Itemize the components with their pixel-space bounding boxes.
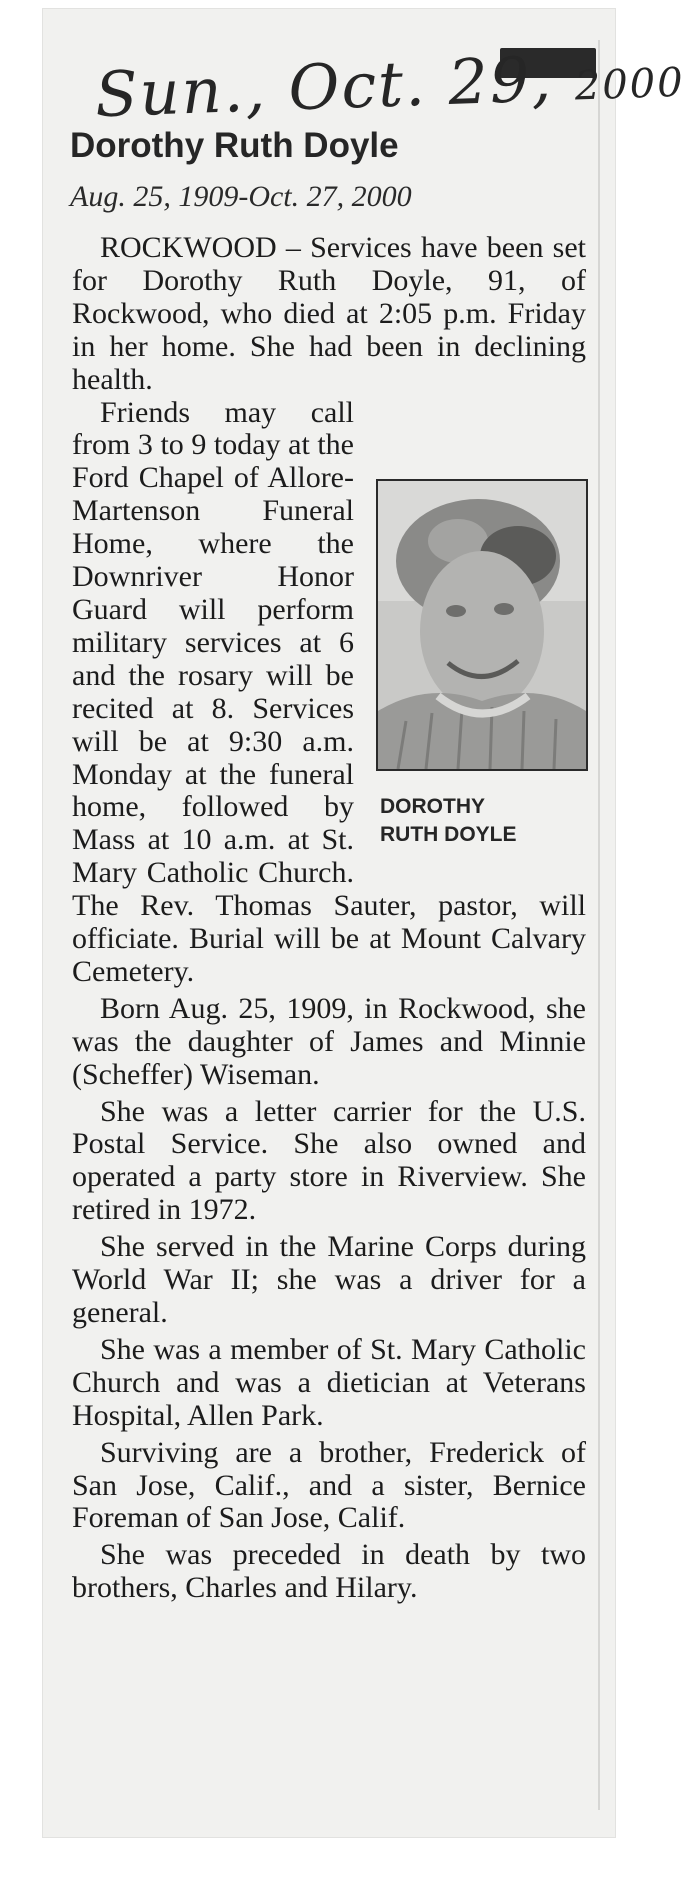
paragraph-4: She was a letter carrier for the U.S. Postal Service. She also owned and operated a party store in Riverview. She retired in 1972. — [72, 1094, 586, 1227]
paragraph-1: ROCKWOOD – Services have been set for Dorothy Ruth Doyle, 91, of Rockwood, who died at 2:05 p.m. Friday in her home. She had been in declining health. — [72, 231, 586, 396]
portrait-photo-icon — [378, 481, 586, 769]
paragraph-3: Born Aug. 25, 1909, in Rockwood, she was the daughter of James and Minnie (Scheffer) Wiseman. — [72, 991, 586, 1091]
paragraph-2: Friends may call from 3 to 9 today at the Ford Chapel of Allore-Martenson Funeral Home, where the Downriver Honor Guard will perform military services at 6 and the rosary will be recited at 8. Services will be at 9:30 a.m. Monday at the funeral home, followed by Mass at 10 a.m. at St. Mary Catholic Church. The Rev. Thomas Sauter, pastor, will officiate. Burial will be at Mount Calvary Cemetery. — [72, 395, 586, 988]
obituary-headline: Dorothy Ruth Doyle — [70, 126, 399, 165]
clipping-edge — [598, 40, 600, 1810]
photo-caption — [380, 793, 586, 849]
obituary-body — [72, 232, 586, 1605]
caption-line-1: DOROTHY — [380, 794, 485, 818]
handwritten-note-text: Sun., Oct. 29, — [93, 42, 555, 132]
handwritten-note-year: 2000 — [574, 59, 686, 110]
paragraph-8: She was preceded in death by two brothers, Charles and Hilary. — [72, 1538, 586, 1605]
photo-block — [376, 479, 586, 883]
paragraph-6: She was a member of St. Mary Catholic Church and was a dietician at Veterans Hospital, Allen Park. — [72, 1332, 586, 1432]
portrait-photo — [376, 479, 588, 771]
paragraph-5: She served in the Marine Corps during World War II; she was a driver for a general. — [72, 1230, 586, 1329]
life-dates: Aug. 25, 1909-Oct. 27, 2000 — [70, 180, 412, 213]
caption-line-2: RUTH DOYLE — [380, 822, 517, 846]
paragraph-7: Surviving are a brother, Frederick of San Jose, Calif., and a sister, Bernice Foreman of San Jose, Calif. — [72, 1435, 586, 1535]
